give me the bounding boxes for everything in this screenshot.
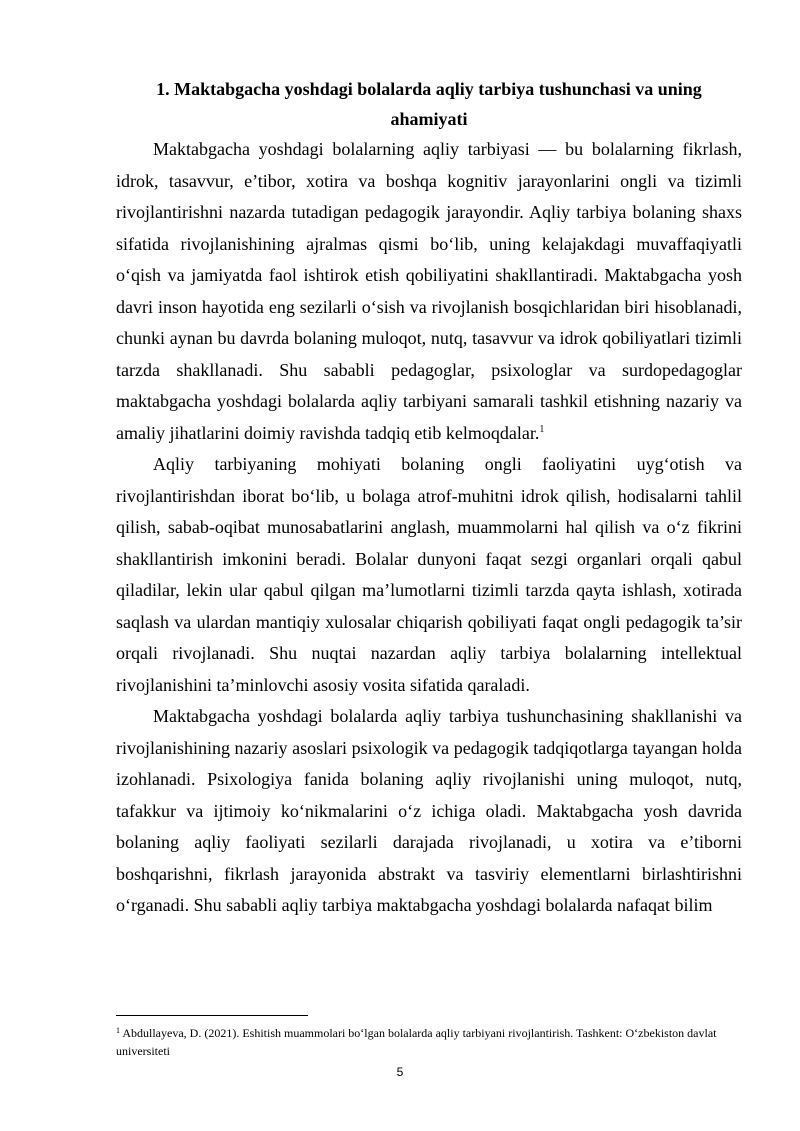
paragraph-3-text: Maktabgacha yoshdagi bolalarda aqliy tarbiya tushunchasining shakllanishi va rivojlanishining nazariy asoslari psixologik va pedagogik tadqiqotlarga tayangan holda izohlanadi. Psixologiya fanida bolaning aqliy rivojlanishi uning muloqot, nutq, tafakkur va ijtimoiy ko‘nikmalarini o‘z ichiga oladi. Maktabgacha yosh davrida bolaning aqliy faoliyati sezilarli darajada rivojlanadi, u xotira va e’tiborni boshqarishni, fikrlash jarayonida abstrakt va tasviriy elementlarni birlashtirishni o‘rganadi. Shu sababli aqliy tarbiya maktabgacha yoshdagi bolalarda nafaqat bilim [116,706,742,915]
paragraph-1-text: Maktabgacha yoshdagi bolalarning aqliy tarbiyasi — bu bolalarning fikrlash, idrok, tasavvur, e’tibor, xotira va boshqa kognitiv jarayonlarini ongli va tizimli rivojlantirishni nazarda tutadigan pedagogik jarayondir. Aqliy tarbiya bolaning shaxs sifatida rivojlanishining ajralmas qismi bo‘lib, uning kelajakdagi muvaffaqiyatli o‘qish va jamiyatda faol ishtirok etish qobiliyatini shakllantiradi. Maktabgacha yosh davri inson hayotida eng sezilarli o‘sish va rivojlanish bosqichlaridan biri hisoblanadi, chunki aynan bu davrda bolaning muloqot, nutq, tasavvur va idrok qobiliyatlari tizimli tarzda shakllanadi. Shu sababli pedagoglar, psixologlar va surdopedagoglar maktabgacha yoshdagi bolalarda aqliy tarbiyani samarali tashkil etishning nazariy va amaliy jihatlarini doimiy ravishda tadqiq etib kelmoqdalar. [116,139,742,443]
footnote-separator [116,1015,308,1016]
paragraph-2-text: Aqliy tarbiyaning mohiyati bolaning ongli faoliyatini uyg‘otish va rivojlantirishdan iborat bo‘lib, u bolaga atrof-muhitni idrok qilish, hodisalarni tahlil qilish, sabab-oqibat munosabatlarini anglash, muammolarni hal qilish va o‘z fikrini shakllantirish imkonini beradi. Bolalar dunyoni faqat sezgi organlari orqali qabul qiladilar, lekin ular qabul qilgan ma’lumotlarni tizimli tarzda qayta ishlash, xotirada saqlash va ulardan mantiqiy xulosalar chiqarish qobiliyati faqat ongli pedagogik ta’sir orqali rivojlanadi. Shu nuqtai nazardan aqliy tarbiya bolalarning intellektual rivojlanishini ta’minlovchi asosiy vosita sifatida qaraladi. [116,454,742,695]
paragraph-3 [116,701,742,922]
page-number: 5 [396,1065,404,1079]
paragraph-2 [116,449,742,701]
footnote-text: Abdullayeva, D. (2021). Eshitish muammolari bo‘lgan bolalarda aqliy tarbiyani rivojlantirish. Tashkent: O‘zbekiston davlat universiteti [116,1026,717,1058]
paragraph-1 [116,134,742,449]
footnote [116,1024,742,1060]
body-text [116,134,742,922]
footnote-reference[interactable]: 1 [539,423,545,435]
section-heading: 1. Maktabgacha yoshdagi bolalarda aqliy tarbiya tushunchasi va uning ahamiyati [156,79,702,129]
footnote-marker: 1 [116,1026,120,1035]
